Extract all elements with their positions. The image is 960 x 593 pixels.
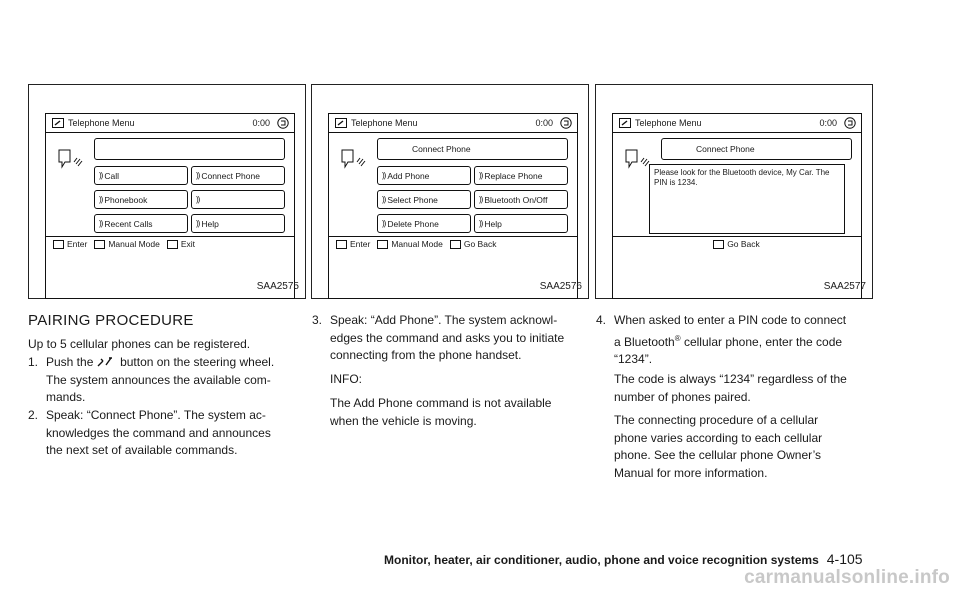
section-title: PAIRING PROCEDURE (28, 312, 194, 329)
figure-saa2577 (595, 84, 873, 299)
voice-talk-icon (97, 356, 117, 367)
divider (613, 132, 861, 133)
screen-time: 0:00 (535, 118, 553, 128)
telephone-screen (612, 113, 862, 299)
figure-saa2576 (311, 84, 589, 299)
telephone-screen (45, 113, 295, 299)
telephone-screen (328, 113, 578, 299)
manual-mode-icon (377, 240, 388, 249)
step-4-note-1: The code is always “1234” regardless of the number of phones paired. (614, 372, 847, 404)
figure-caption: SAA2577 (823, 281, 866, 292)
screen-time: 0:00 (252, 118, 270, 128)
manual-mode-icon (94, 240, 105, 249)
delete-phone-button[interactable]: )) Delete Phone (377, 214, 471, 233)
select-phone-button[interactable]: )) Select Phone (377, 190, 471, 209)
screen-title: Telephone Menu (351, 118, 418, 128)
back-icon[interactable] (277, 117, 289, 129)
bottom-bar: Enter Manual Mode Exit (46, 237, 294, 251)
add-phone-button[interactable]: )) Add Phone (377, 166, 471, 185)
help-button[interactable]: )) Help (474, 214, 568, 233)
step-2: 2. Speak: “Connect Phone”. The system ac- knowledges the command and announces the next set of available commands. (28, 408, 271, 457)
step-1: 1. Push the button on the steering wheel. The system announces the available com- mands. (28, 355, 275, 404)
go-back-icon[interactable] (713, 240, 724, 249)
back-icon[interactable] (844, 117, 856, 129)
info-label: INFO: (330, 372, 362, 386)
screen-titlebar (329, 114, 577, 132)
bottom-bar: Go Back (613, 237, 861, 251)
divider (329, 132, 577, 133)
exit-icon (167, 240, 178, 249)
phone-icon (335, 118, 347, 128)
enter-icon (53, 240, 64, 249)
step-4: 4. When asked to enter a PIN code to connect a Bluetooth® cellular phone, enter the code “1234”. (596, 313, 847, 366)
voice-input-box: Connect Phone (661, 138, 852, 160)
back-icon[interactable] (560, 117, 572, 129)
voice-input-box (94, 138, 285, 160)
phone-icon (52, 118, 64, 128)
voice-icon (623, 146, 651, 172)
enter-icon (336, 240, 347, 249)
figure-caption: SAA2575 (256, 281, 299, 292)
screen-title: Telephone Menu (68, 118, 135, 128)
figure-saa2575 (28, 84, 306, 299)
page-number: 4-105 (826, 551, 863, 567)
bluetooth-toggle-button[interactable]: )) Bluetooth On/Off (474, 190, 568, 209)
figure-caption: SAA2576 (539, 281, 582, 292)
bottom-bar: Enter Manual Mode Go Back (329, 237, 577, 251)
pin-message: Please look for the Bluetooth device, My Car. The PIN is 1234. (649, 164, 845, 234)
replace-phone-button[interactable]: )) Replace Phone (474, 166, 568, 185)
voice-input-box: Connect Phone (377, 138, 568, 160)
voice-icon (339, 146, 367, 172)
watermark: carmanualsonline.info (744, 567, 950, 588)
connect-phone-button[interactable]: )) Connect Phone (191, 166, 285, 185)
empty-button[interactable]: )) (191, 190, 285, 209)
call-button[interactable]: )) Call (94, 166, 188, 185)
screen-titlebar (613, 114, 861, 132)
intro-text: Up to 5 cellular phones can be registered. (28, 337, 251, 351)
go-back-icon (450, 240, 461, 249)
phone-icon (619, 118, 631, 128)
phonebook-button[interactable]: )) Phonebook (94, 190, 188, 209)
step-4-note-2: The connecting procedure of a cellular phone varies according to each cellular phone. See the cellular phone Owner’s Manual for more information. (614, 413, 823, 480)
page-footer: Monitor, heater, air conditioner, audio, phone and voice recognition systems 4-105 (384, 551, 863, 567)
divider (46, 132, 294, 133)
info-text: The Add Phone command is not available when the vehicle is moving. (330, 396, 552, 428)
voice-icon (56, 146, 84, 172)
help-button[interactable]: )) Help (191, 214, 285, 233)
screen-title: Telephone Menu (635, 118, 702, 128)
recent-calls-button[interactable]: )) Recent Calls (94, 214, 188, 233)
screen-time: 0:00 (819, 118, 837, 128)
screen-titlebar (46, 114, 294, 132)
step-3: 3. Speak: “Add Phone”. The system acknowl- edges the command and asks you to initiate connecting from the phone handset. (312, 313, 565, 362)
